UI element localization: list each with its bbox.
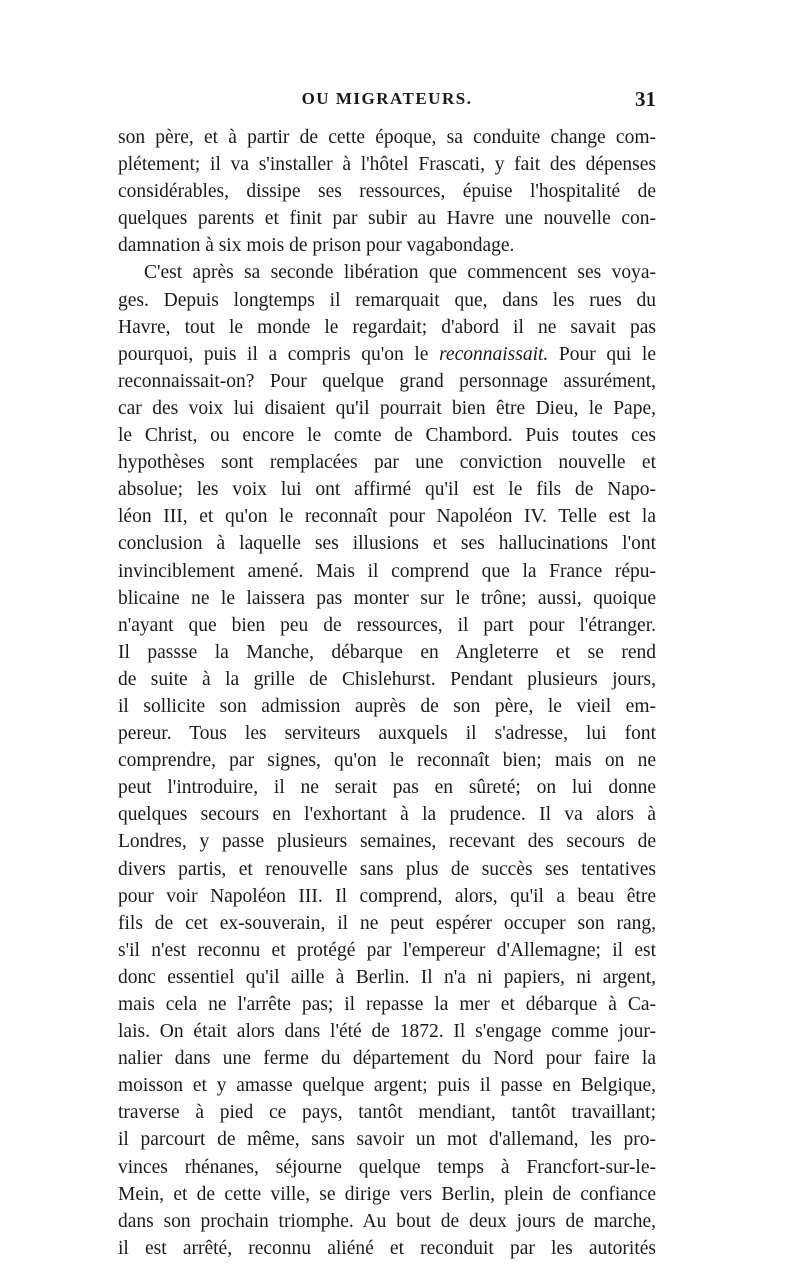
- text-line: invinciblement amené. Mais il comprend que la France répu-: [118, 560, 656, 582]
- text-line: considérables, dissipe ses ressources, épuise l'hospitalité de: [118, 181, 656, 203]
- running-header: [118, 84, 656, 114]
- text-line: nalier dans une ferme du département du Nord pour faire la: [118, 1048, 656, 1070]
- text-line: plétement; il va s'installer à l'hôtel Frascati, y fait des dépenses: [118, 154, 656, 176]
- text-line: ges. Depuis longtemps il remarquait que, dans les rues du: [118, 289, 656, 311]
- text-line: conclusion à laquelle ses illusions et ses hallucinations l'ont: [118, 533, 656, 555]
- text-line: Il passse la Manche, débarque en Angleterre et se rend: [118, 641, 656, 663]
- text-line: peut l'introduire, il ne serait pas en sûreté; on lui donne: [118, 777, 656, 799]
- text-line: fils de cet ex-souverain, il ne peut espérer occuper son rang,: [118, 912, 656, 934]
- text-line: s'il n'est reconnu et protégé par l'empereur d'Allemagne; il est: [118, 939, 656, 961]
- body-text: [118, 124, 656, 1262]
- text-line: mais cela ne l'arrête pas; il repasse la mer et débarque à Ca-: [118, 994, 656, 1015]
- text-segment: Pour qui le: [548, 343, 656, 365]
- text-line: absolue; les voix lui ont affirmé qu'il est le fils de Napo-: [118, 479, 656, 501]
- italic-word: reconnaissait.: [439, 343, 549, 365]
- text-line: il sollicite son admission auprès de son père, le vieil em-: [118, 695, 656, 717]
- text-line: C'est après sa seconde libération que commencent ses voya-: [144, 262, 656, 284]
- text-line: moisson et y amasse quelque argent; puis il passe en Belgique,: [118, 1075, 656, 1097]
- page-number: 31: [635, 87, 656, 111]
- text-line: il est arrêté, reconnu aliéné et reconduit par les autorités: [118, 1237, 656, 1259]
- text-segment: pourquoi, puis il a compris qu'on le: [118, 343, 429, 365]
- text-line: blicaine ne le laissera pas monter sur le trône; aussi, quoique: [118, 587, 656, 609]
- text-line: il parcourt de même, sans savoir un mot d'allemand, les pro-: [118, 1129, 656, 1151]
- text-line: quelques parents et finit par subir au Havre une nouvelle con-: [118, 208, 656, 230]
- text-line: Londres, y passe plusieurs semaines, recevant des secours de: [118, 831, 656, 853]
- text-line: dans son prochain triomphe. Au bout de deux jours de marche,: [118, 1210, 656, 1232]
- text-line: son père, et à partir de cette époque, sa conduite change com-: [118, 127, 656, 148]
- text-line: léon III, et qu'on le reconnaît pour Napoléon IV. Telle est la: [118, 506, 656, 528]
- text-line: pereur. Tous les serviteurs auxquels il s'adresse, lui font: [118, 723, 656, 745]
- text-line: lais. On était alors dans l'été de 1872. Il s'engage comme jour-: [118, 1021, 656, 1043]
- text-line: donc essentiel qu'il aille à Berlin. Il n'a ni papiers, ni argent,: [118, 966, 656, 988]
- text-line: Mein, et de cette ville, se dirige vers Berlin, plein de confiance: [118, 1183, 656, 1205]
- text-line: de suite à la grille de Chislehurst. Pendant plusieurs jours,: [118, 668, 656, 690]
- text-line: reconnaissait-on? Pour quelque grand personnage assurément,: [118, 370, 656, 392]
- text-line: Havre, tout le monde le regardait; d'abord il ne savait pas: [118, 316, 656, 338]
- text-line: n'ayant que bien peu de ressources, il part pour l'étranger.: [118, 614, 656, 636]
- text-line: comprendre, par signes, qu'on le reconnaît bien; mais on ne: [118, 750, 656, 772]
- text-line: vinces rhénanes, séjourne quelque temps à Francfort-sur-le-: [118, 1156, 656, 1178]
- text-line-with-italic: [118, 341, 656, 368]
- text-line: pour voir Napoléon III. Il comprend, alors, qu'il a beau être: [118, 885, 656, 907]
- text-line: traverse à pied ce pays, tantôt mendiant, tantôt travaillant;: [118, 1102, 656, 1124]
- text-line: car des voix lui disaient qu'il pourrait bien être Dieu, le Pape,: [118, 397, 656, 419]
- running-title: OU MIGRATEURS.: [301, 89, 473, 108]
- text-line: divers partis, et renouvelle sans plus de succès ses tentatives: [118, 858, 656, 880]
- text-line: quelques secours en l'exhortant à la prudence. Il va alors à: [118, 804, 656, 826]
- text-line: damnation à six mois de prison pour vagabondage.: [118, 235, 515, 257]
- text-line: hypothèses sont remplacées par une conviction nouvelle et: [118, 452, 656, 474]
- text-line: le Christ, ou encore le comte de Chambord. Puis toutes ces: [118, 425, 656, 447]
